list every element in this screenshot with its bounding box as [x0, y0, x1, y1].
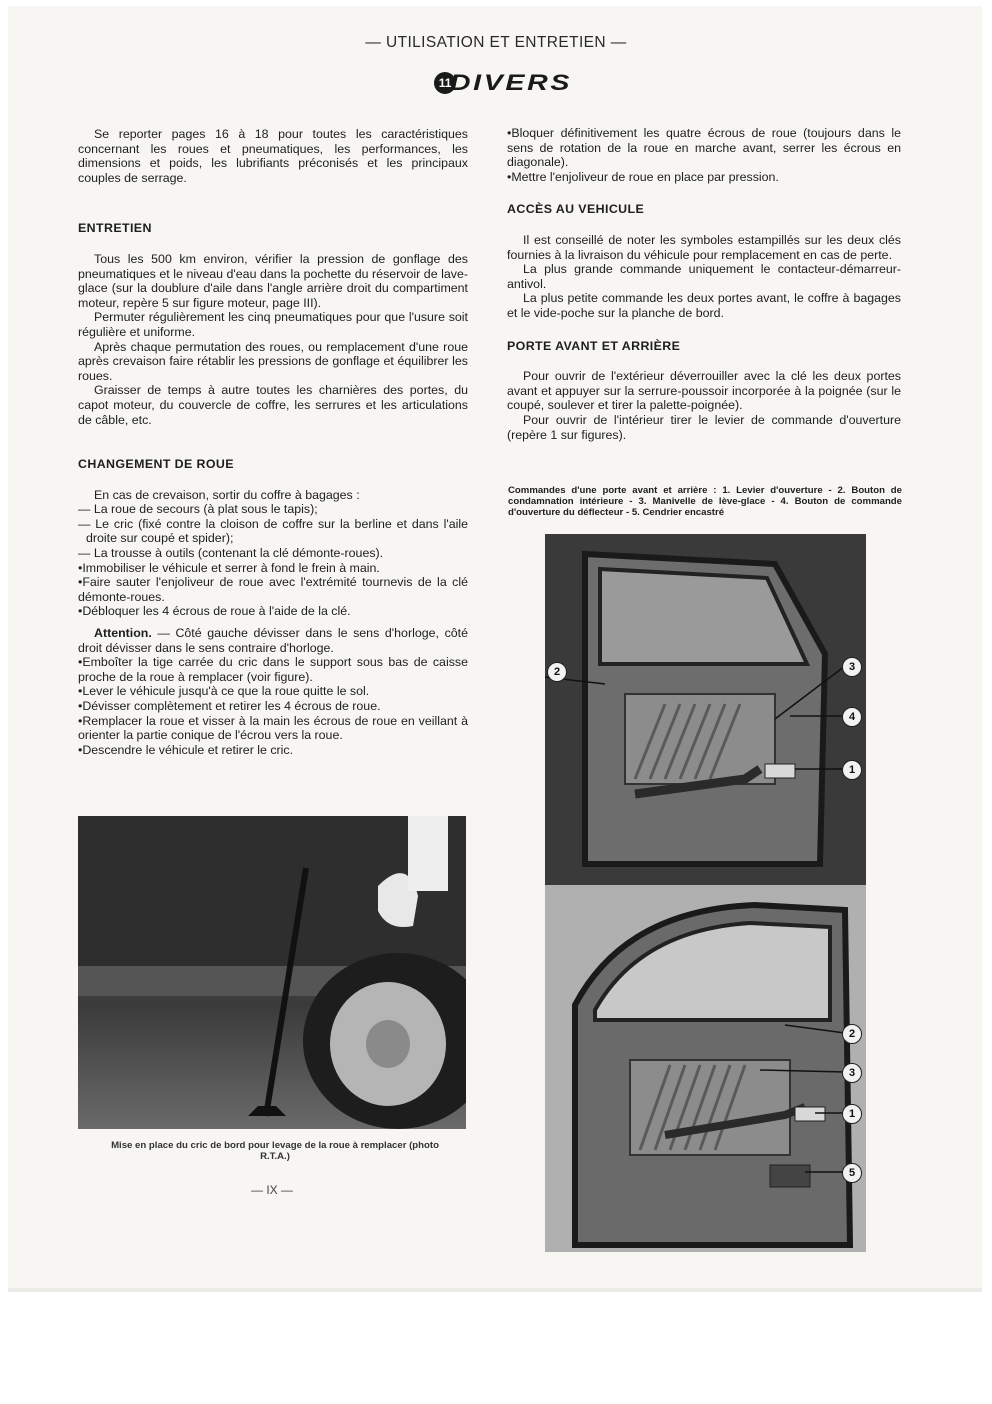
callout-5: 5 [842, 1163, 862, 1183]
front-door-illustration [545, 534, 866, 885]
attention-note [78, 626, 468, 655]
attention-text: — Côté gauche dévisser dans le sens d'horloge, côté droit dévisser dans le sens contraire d'horloge. [78, 626, 468, 655]
paragraph: La plus petite commande les deux portes avant, le coffre à bagages et le vide-poche sur la planche de bord. [507, 291, 901, 320]
dash-item: — La roue de secours (à plat sous le tapis); [78, 502, 318, 517]
intro-paragraph: Se reporter pages 16 à 18 pour toutes les caractéristiques concernant les roues et pneumatiques, les performances, les dimensions et poids, les lubrifiants préconisés et les principaux couples de serrage. [78, 127, 468, 185]
bullet-item: • Dévisser complètement et retirer les 4 écrous de roue. [78, 699, 468, 714]
bullet-item: • Emboîter la tige carrée du cric dans le support sous bas de caisse proche de la roue à remplacer (voir figure). [78, 655, 468, 684]
callout-1: 1 [842, 760, 862, 780]
paragraph: Après chaque permutation des roues, ou remplacement d'une roue après crevaison faire rétablir les pressions de gonflage et équilibrer les roues. [78, 339, 468, 383]
rear-door-photo [545, 885, 866, 1252]
bullet-item: • Faire sauter l'enjoliveur de roue avec l'extrémité tournevis de la clé démonte-roues. [78, 575, 468, 604]
jack-photo [78, 816, 466, 1129]
heading-acces-au-vehicule: ACCÈS AU VEHICULE [507, 202, 645, 217]
door-figure-caption: Commandes d'une porte avant et arrière : 1. Levier d'ouverture - 2. Bouton de condamnation intérieure - 3. Manivelle de lève-glace - 4. Bouton de commande d'ouverture du déflecteur - 5. Cendrier encastré [508, 485, 902, 518]
callout-2: 2 [842, 1024, 862, 1044]
right-column [507, 126, 901, 442]
bullet-item: • Descendre le véhicule et retirer le cric. [78, 743, 468, 758]
front-door-photo [545, 534, 866, 885]
callout-2: 2 [547, 662, 567, 682]
callout-3: 3 [842, 657, 862, 677]
paragraph: En cas de crevaison, sortir du coffre à bagages : [94, 487, 360, 502]
bullet-item: • Débloquer les 4 écrous de roue à l'aide de la clé. [78, 604, 468, 619]
callout-1: 1 [842, 1104, 862, 1124]
section-number-badge: 11 [434, 72, 456, 94]
left-column [78, 127, 468, 757]
bullet-item: • Mettre l'enjoliveur de roue en place par pression. [507, 170, 901, 185]
running-header: — UTILISATION ET ENTRETIEN — [365, 34, 627, 51]
page-number: — IX — [250, 1183, 293, 1197]
bullet-item: • Remplacer la roue et visser à la main les écrous de roue en veillant à orienter la partie conique de l'écrou vers la roue. [78, 714, 468, 743]
dash-item: — Le cric (fixé contre la cloison de coffre sur la berline et dans l'aile droite sur coupé et spider); [78, 516, 468, 546]
jack-figure-caption: Mise en place du cric de bord pour levage de la roue à remplacer (photo R.T.A.) [111, 1140, 439, 1162]
paragraph: Tous les 500 km environ, vérifier la pression de gonflage des pneumatiques et le niveau d'eau dans la pochette du réservoir de lave-glace (sur la doublure d'aile dans l'angle arrière droit du compartiment moteur, repère 5 sur figure moteur, page III). [78, 251, 468, 310]
heading-porte-avant-et-arriere: PORTE AVANT ET ARRIÈRE [507, 338, 681, 353]
rear-door-illustration [545, 885, 866, 1252]
jack-illustration [78, 816, 466, 1129]
dash-item: — La trousse à outils (contenant la clé démonte-roues). [78, 546, 384, 561]
heading-changement-de-roue: CHANGEMENT DE ROUE [78, 457, 234, 472]
paragraph: Il est conseillé de noter les symboles estampillés sur les deux clés fournies à la livraison du véhicule pour remplacement en cas de perte. [507, 232, 901, 262]
callout-3: 3 [842, 1063, 862, 1083]
paragraph: Pour ouvrir de l'intérieur tirer le levier de commande d'ouverture (repère 1 sur figures). [507, 412, 901, 442]
paragraph: Permuter régulièrement les cinq pneumatiques pour que l'usure soit régulière et uniforme. [78, 310, 468, 339]
paragraph: Pour ouvrir de l'extérieur déverrouiller avec la clé les deux portes avant et appuyer sur la serrure-poussoir incorporée à la poignée (sur le coupé, soulever et tirer la palette-poignée). [507, 369, 901, 413]
bullet-item: • Bloquer définitivement les quatre écrous de roue (toujours dans le sens de rotation de la roue en marche avant, serrer les écrous en diagonale). [507, 126, 901, 170]
bullet-item: • Lever le véhicule jusqu'à ce que la roue quitte le sol. [78, 684, 468, 699]
section-title [0, 70, 992, 96]
scan-edge [8, 1288, 982, 1292]
paragraph: La plus grande commande uniquement le contacteur-démarreur-antivol. [507, 262, 901, 291]
bullet-item: • Immobiliser le véhicule et serrer à fond le frein à main. [78, 561, 468, 576]
heading-entretien: ENTRETIEN [78, 221, 152, 236]
section-name: DIVERS [449, 70, 573, 95]
callout-4: 4 [842, 707, 862, 727]
attention-label: Attention. [94, 626, 152, 641]
paragraph: Graisser de temps à autre toutes les charnières des portes, du capot moteur, du couvercle de coffre, les serrures et les articulations de câble, etc. [78, 383, 468, 427]
